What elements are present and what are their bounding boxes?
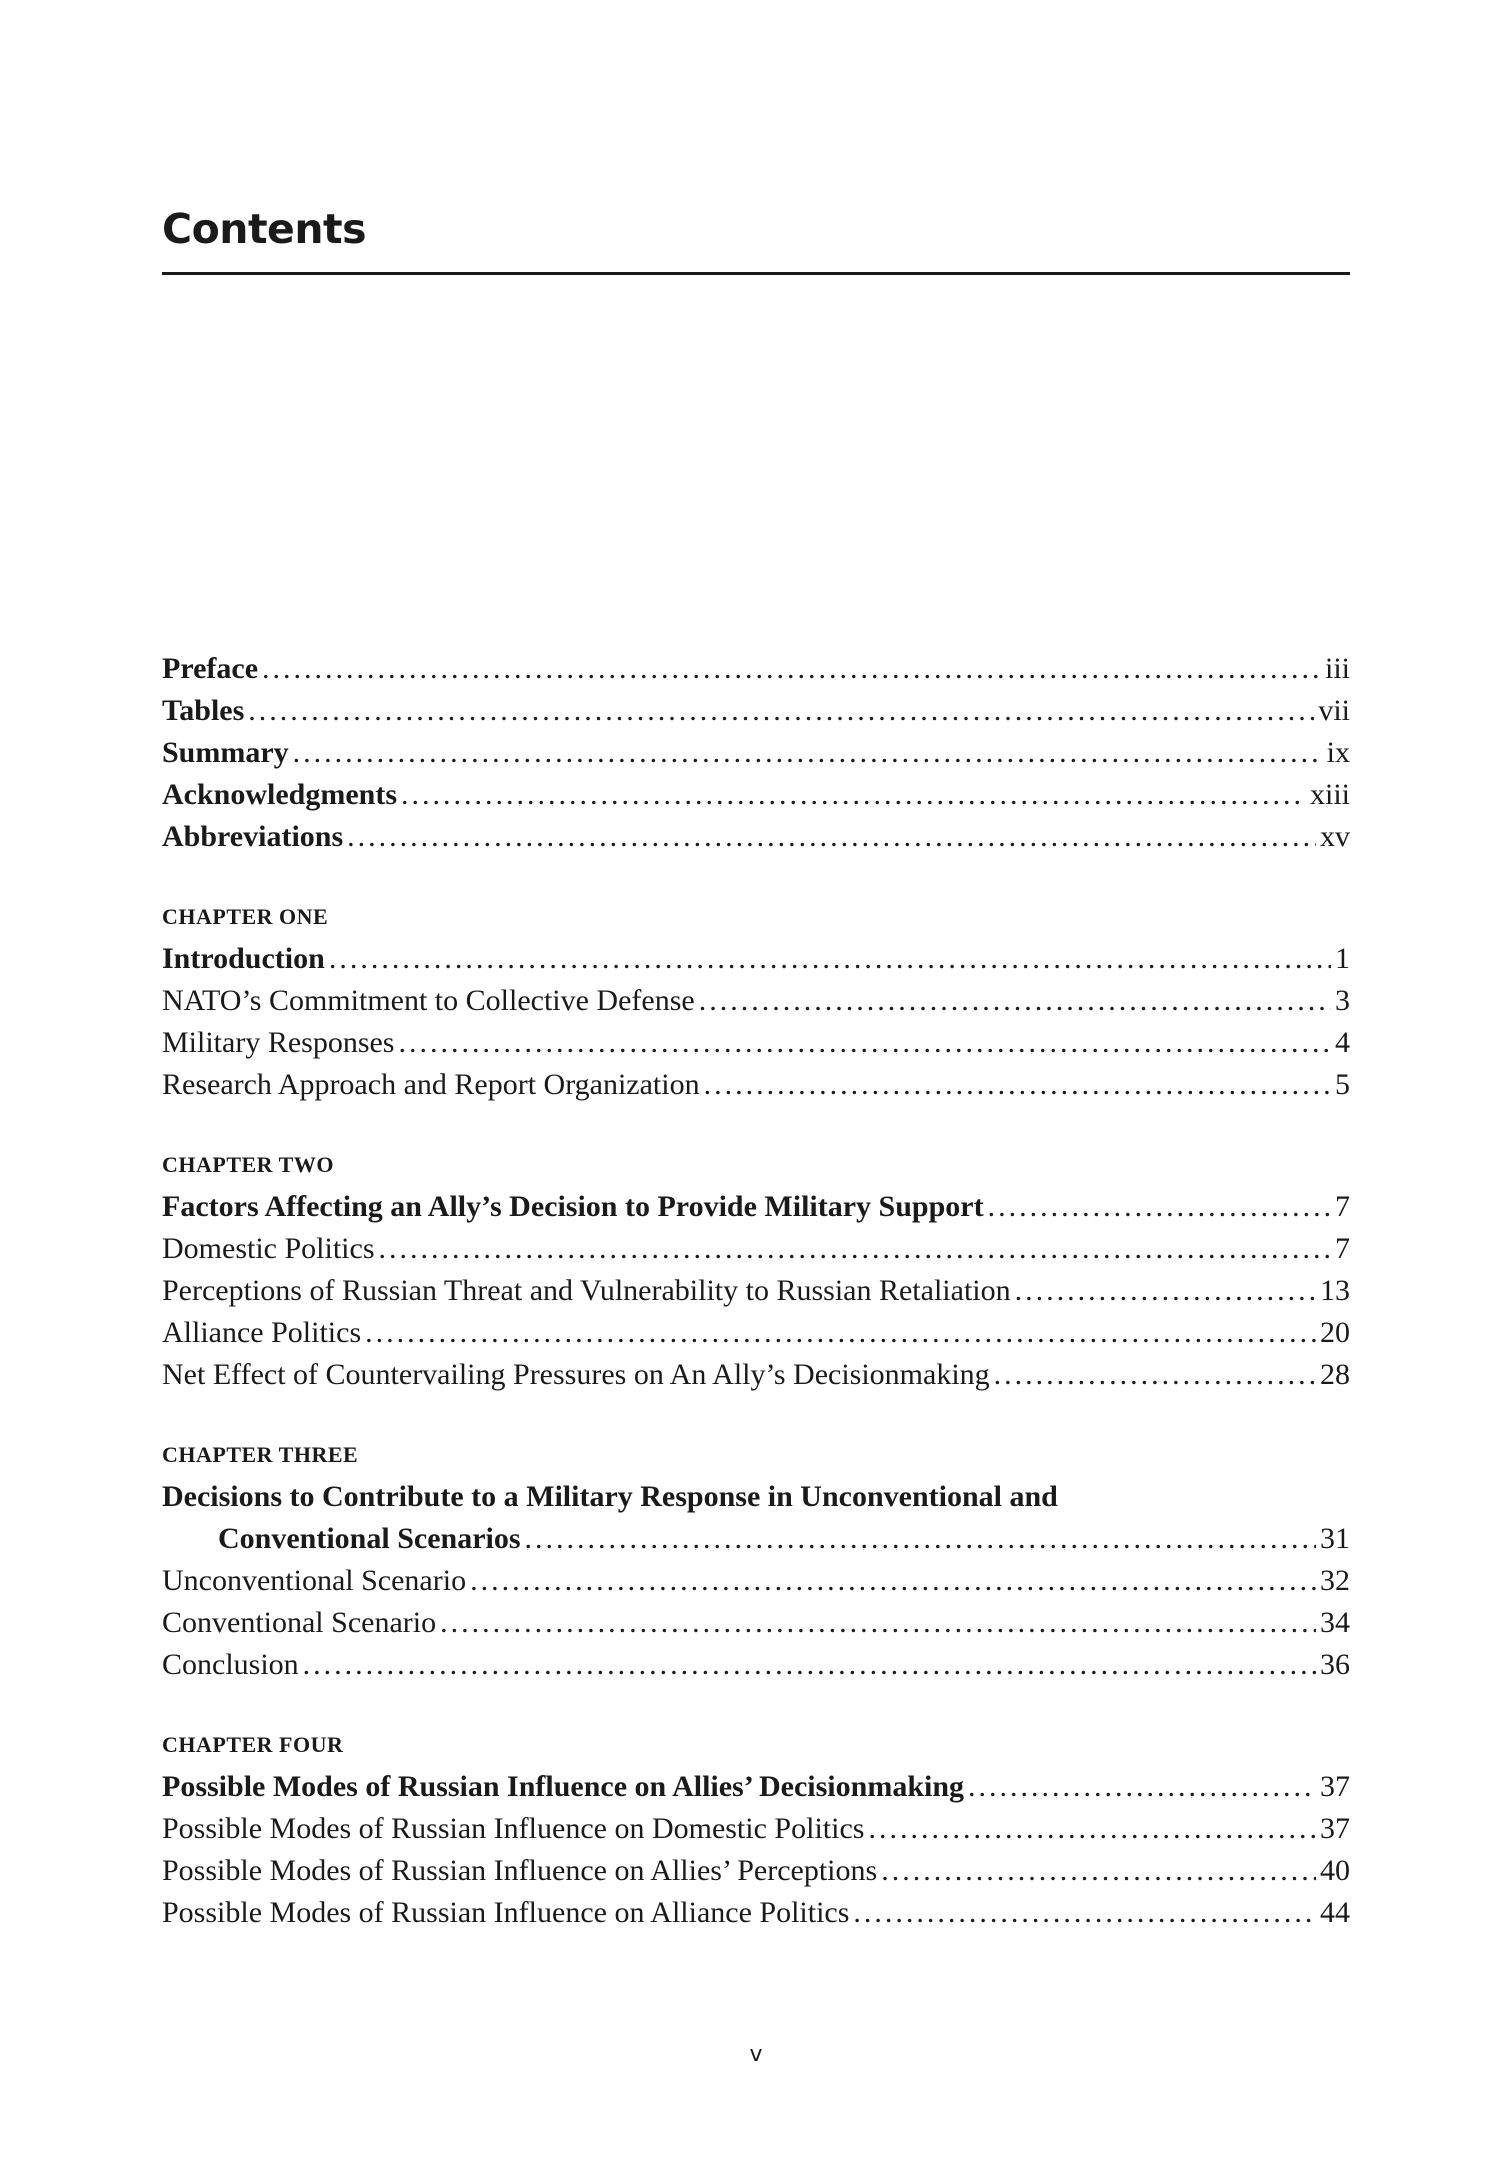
toc-entry-title: Domestic Politics xyxy=(162,1232,375,1265)
chapter-two-block xyxy=(162,1144,1350,1396)
toc-entry-section[interactable] xyxy=(162,1270,1350,1312)
dot-leader xyxy=(881,1850,1316,1892)
toc-entry-title: Conventional Scenarios xyxy=(218,1522,521,1555)
chapter-label: CHAPTER TWO xyxy=(162,1152,334,1177)
toc-entry-title: Summary xyxy=(162,736,289,769)
dot-leader xyxy=(399,1022,1332,1064)
toc-entry-title: Possible Modes of Russian Influence on Allies’ Decisionmaking xyxy=(162,1770,965,1803)
toc-entry-page: 40 xyxy=(1320,1854,1350,1887)
front-matter-list xyxy=(162,648,1350,858)
toc-entry-summary[interactable] xyxy=(162,732,1350,774)
toc-entry-section[interactable] xyxy=(162,1892,1350,1934)
toc-entry-page: 7 xyxy=(1335,1190,1350,1223)
toc-entry-title: Preface xyxy=(162,652,259,685)
chapter-label: CHAPTER THREE xyxy=(162,1442,359,1467)
dot-leader xyxy=(401,774,1306,816)
toc-entry-page: 4 xyxy=(1335,1026,1350,1059)
dot-leader xyxy=(853,1892,1316,1934)
toc-entry-title: Abbreviations xyxy=(162,820,344,853)
toc-entry-section[interactable] xyxy=(162,1850,1350,1892)
dot-leader xyxy=(988,1186,1331,1228)
toc-entry-section[interactable] xyxy=(162,1228,1350,1270)
toc-entry-page: xiii xyxy=(1309,778,1350,811)
toc-entry-section[interactable] xyxy=(162,1022,1350,1064)
toc-entry-page: 37 xyxy=(1320,1812,1350,1845)
toc-entry-chapter-title[interactable] xyxy=(162,1766,1350,1808)
toc-entry-title: Factors Affecting an Ally’s Decision to Provide Military Support xyxy=(162,1190,984,1223)
toc-entry-section[interactable] xyxy=(162,1312,1350,1354)
dot-leader xyxy=(293,732,1323,774)
dot-leader xyxy=(525,1518,1316,1560)
toc-entry-title: Alliance Politics xyxy=(162,1316,362,1349)
toc-entry-page: 34 xyxy=(1320,1606,1350,1639)
toc-entry-title: Net Effect of Countervailing Pressures on An Ally’s Decisionmaking xyxy=(162,1358,990,1391)
toc-entry-page: 1 xyxy=(1335,942,1350,975)
toc-entry-title: Conventional Scenario xyxy=(162,1606,437,1639)
toc-entry-title: Possible Modes of Russian Influence on Alliance Politics xyxy=(162,1896,850,1929)
toc-entry-title: Possible Modes of Russian Influence on Allies’ Perceptions xyxy=(162,1854,878,1887)
page-title: Contents xyxy=(162,205,367,253)
dot-leader xyxy=(1015,1270,1316,1312)
chapter-one-block xyxy=(162,896,1350,1106)
toc-entry-page: 32 xyxy=(1320,1564,1350,1597)
dot-leader xyxy=(699,980,1331,1022)
toc-entry-page: 3 xyxy=(1335,984,1350,1017)
chapter-three-block xyxy=(162,1434,1350,1686)
dot-leader xyxy=(994,1354,1316,1396)
dot-leader xyxy=(347,816,1316,858)
toc-entry-page: 28 xyxy=(1320,1358,1350,1391)
toc-entry-title: Possible Modes of Russian Influence on Domestic Politics xyxy=(162,1812,865,1845)
toc-entry-section[interactable] xyxy=(162,1354,1350,1396)
toc-entry-title: Acknowledgments xyxy=(162,778,398,811)
toc-entry-title: Conclusion xyxy=(162,1648,299,1681)
dot-leader xyxy=(262,648,1321,690)
dot-leader xyxy=(365,1312,1316,1354)
toc-entry-title: NATO’s Commitment to Collective Defense xyxy=(162,984,695,1017)
toc-entry-page: iii xyxy=(1324,652,1350,685)
toc-entry-page: ix xyxy=(1326,736,1350,769)
toc-entry-title: Unconventional Scenario xyxy=(162,1564,467,1597)
toc-entry-section[interactable] xyxy=(162,1644,1350,1686)
toc-entry-page: 36 xyxy=(1320,1648,1350,1681)
toc-entry-acknowledgments[interactable] xyxy=(162,774,1350,816)
dot-leader xyxy=(303,1644,1316,1686)
dot-leader xyxy=(704,1064,1331,1106)
toc-entry-page: xv xyxy=(1320,820,1350,853)
dot-leader xyxy=(379,1228,1332,1270)
chapter-label: CHAPTER FOUR xyxy=(162,1732,344,1757)
dot-leader xyxy=(329,938,1331,980)
toc-entry-page: 5 xyxy=(1335,1068,1350,1101)
toc-entry-tables[interactable] xyxy=(162,690,1350,732)
toc-entry-page: 7 xyxy=(1335,1232,1350,1265)
toc-entry-chapter-title[interactable] xyxy=(162,938,1350,980)
toc-entry-chapter-title[interactable] xyxy=(162,1518,1350,1560)
title-rule xyxy=(162,272,1350,275)
toc-entry-page: 13 xyxy=(1320,1274,1350,1307)
toc-entry-preface[interactable] xyxy=(162,648,1350,690)
dot-leader xyxy=(248,690,1314,732)
toc-entry-chapter-title[interactable] xyxy=(162,1186,1350,1228)
toc-entry-chapter-title-line1[interactable]: Decisions to Contribute to a Military Response in Unconventional and xyxy=(162,1480,1058,1513)
toc-entry-page: vii xyxy=(1318,694,1350,727)
toc-entry-section[interactable] xyxy=(162,980,1350,1022)
toc-entry-section[interactable] xyxy=(162,1602,1350,1644)
table-of-contents xyxy=(162,648,1350,1934)
toc-entry-page: 20 xyxy=(1320,1316,1350,1349)
toc-entry-section[interactable] xyxy=(162,1560,1350,1602)
toc-entry-page: 37 xyxy=(1320,1770,1350,1803)
dot-leader xyxy=(868,1808,1316,1850)
toc-entry-title: Tables xyxy=(162,694,245,727)
toc-entry-page: 31 xyxy=(1320,1522,1350,1555)
dot-leader xyxy=(968,1766,1316,1808)
dot-leader xyxy=(470,1560,1316,1602)
chapter-four-block xyxy=(162,1724,1350,1934)
toc-entry-page: 44 xyxy=(1320,1896,1350,1929)
chapter-label: CHAPTER ONE xyxy=(162,904,329,929)
toc-entry-abbreviations[interactable] xyxy=(162,816,1350,858)
toc-entry-title: Research Approach and Report Organization xyxy=(162,1068,700,1101)
toc-entry-section[interactable] xyxy=(162,1808,1350,1850)
toc-entry-title: Military Responses xyxy=(162,1026,395,1059)
toc-entry-section[interactable] xyxy=(162,1064,1350,1106)
toc-entry-title: Perceptions of Russian Threat and Vulnerability to Russian Retaliation xyxy=(162,1274,1011,1307)
page-number: v xyxy=(749,2042,763,2067)
toc-entry-title: Introduction xyxy=(162,942,325,975)
dot-leader xyxy=(440,1602,1316,1644)
